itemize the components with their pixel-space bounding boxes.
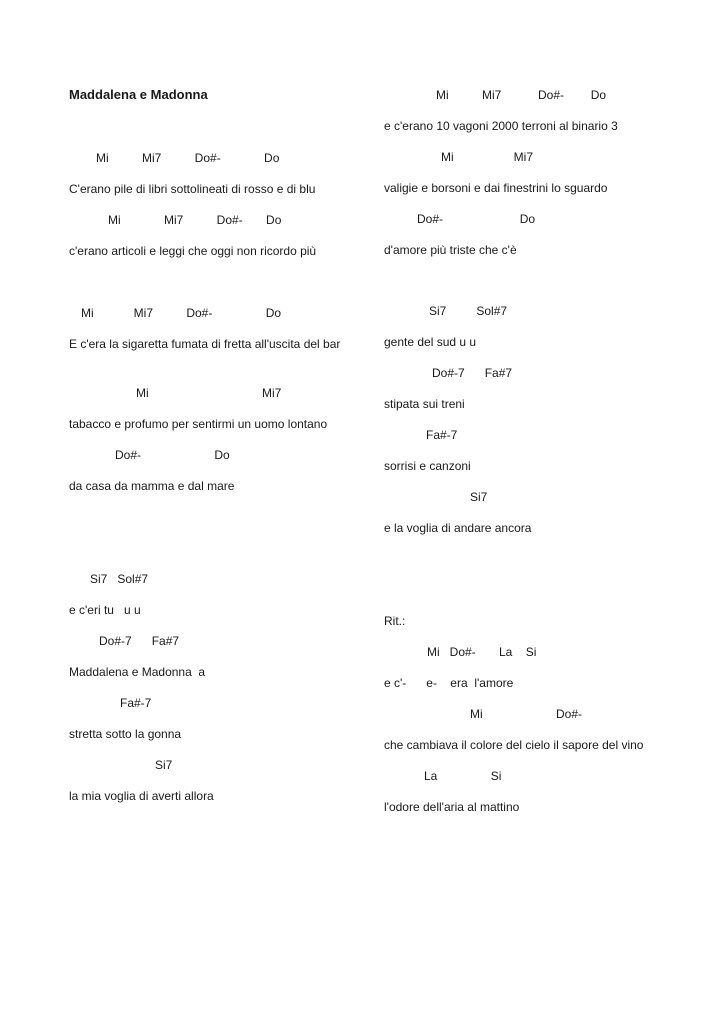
lyric-line: E c'era la sigaretta fumata di fretta all'uscita del bar (69, 337, 341, 351)
chord-line: Do#-7 Fa#7 (432, 366, 513, 380)
lyric-line: Maddalena e Madonna a (69, 665, 206, 679)
chord-line: Fa#-7 (426, 428, 458, 442)
lyric-line: la mia voglia di averti allora (69, 789, 214, 803)
chord-line: Mi Do#- La Si (427, 645, 537, 659)
lyric-line: stretta sotto la gonna (69, 727, 182, 741)
lyric-line: e c'- e- era l'amore (384, 676, 514, 690)
lyric-line: c'erano articoli e leggi che oggi non ricordo più (69, 244, 317, 258)
lyric-line: tabacco e profumo per sentirmi un uomo lontano (69, 417, 328, 431)
lyric-line: valigie e borsoni e dai finestrini lo sguardo (384, 181, 608, 195)
song-title: Maddalena e Madonna (69, 87, 208, 102)
lyric-line: e c'eri tu u u (69, 603, 141, 617)
chord-line: Do#-7 Fa#7 (99, 634, 180, 648)
chord-line: Mi Mi7 Do#- Do (108, 213, 282, 227)
chord-line: La Si (424, 769, 502, 783)
lyric-line: d'amore più triste che c'è (384, 243, 517, 257)
chord-line: Mi Mi7 Do#- Do (96, 151, 280, 165)
lyric-line: da casa da mamma e dal mare (69, 479, 235, 493)
lyric-line: C'erano pile di libri sottolineati di rosso e di blu (69, 182, 316, 196)
lyric-line: stipata sui treni (384, 397, 465, 411)
chord-line: Mi Do#- (470, 707, 583, 721)
lyric-line: e c'erano 10 vagoni 2000 terroni al binario 3 (384, 119, 618, 133)
lyric-line: gente del sud u u (384, 335, 477, 349)
lyric-line: che cambiava il colore del cielo il sapore del vino (384, 738, 644, 752)
lyric-line: e la voglia di andare ancora (384, 521, 532, 535)
chord-line: Do#- Do (115, 448, 230, 462)
chord-line: Do#- Do (417, 212, 536, 226)
chord-line: Si7 (470, 490, 488, 504)
lyric-line: sorrisi e canzoni (384, 459, 471, 473)
chord-line: Mi Mi7 (136, 386, 282, 400)
chord-line: Mi Mi7 Do#- Do (436, 88, 607, 102)
lyric-line: l'odore dell'aria al mattino (384, 800, 520, 814)
chord-line: Si7 (155, 758, 173, 772)
refrain-label: Rit.: (384, 614, 406, 628)
chord-line: Mi Mi7 Do#- Do (81, 306, 282, 320)
chord-line: Si7 Sol#7 (90, 572, 149, 586)
chord-line: Mi Mi7 (441, 150, 534, 164)
chord-line: Si7 Sol#7 (429, 304, 508, 318)
chord-line: Fa#-7 (120, 696, 152, 710)
